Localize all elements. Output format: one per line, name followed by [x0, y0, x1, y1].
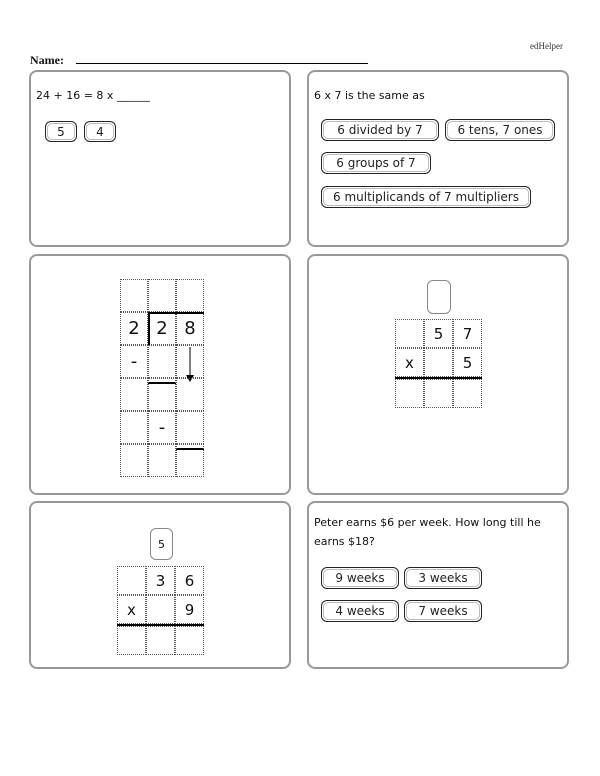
div-cell[interactable] — [148, 444, 176, 477]
q6-option-2[interactable]: 3 weeks — [404, 567, 482, 589]
q2-option-2[interactable]: 6 tens, 7 ones — [445, 119, 555, 141]
q1-answer-4[interactable]: 4 — [84, 121, 116, 142]
q2-option-3[interactable]: 6 groups of 7 — [321, 152, 431, 174]
product-cell[interactable] — [395, 379, 424, 408]
divisor-cell — [120, 312, 148, 345]
div-cell[interactable] — [120, 378, 148, 411]
div-cell[interactable] — [148, 345, 176, 378]
q6-option-3[interactable]: 4 weeks — [321, 600, 399, 622]
q6-option-4[interactable]: 7 weeks — [404, 600, 482, 622]
minus-cell-2: - — [148, 411, 176, 444]
minus-cell-1: - — [120, 345, 148, 378]
q2-prompt: 6 x 7 is the same as — [314, 89, 425, 102]
div-cell[interactable] — [176, 378, 204, 411]
question-panel-6 — [307, 501, 569, 669]
div-cell[interactable] — [148, 279, 176, 312]
name-label: Name: — [30, 53, 64, 67]
top-digit-1: 5 — [424, 319, 453, 348]
product-cell[interactable] — [453, 379, 482, 408]
mult-cell[interactable] — [117, 566, 146, 595]
brand-label: edHelper — [530, 41, 563, 51]
divisor: 2 — [128, 318, 140, 339]
operator-cell: x — [395, 348, 424, 377]
product-cell[interactable] — [175, 626, 204, 655]
div-cell[interactable] — [148, 378, 176, 411]
q6-option-1[interactable]: 9 weeks — [321, 567, 399, 589]
division-bracket-top — [148, 312, 204, 314]
question-panel-1 — [29, 70, 291, 247]
top-digit-2: 6 — [175, 566, 204, 595]
q1-prompt: 24 + 16 = 8 x ______ — [36, 89, 150, 102]
carry-box[interactable] — [427, 280, 451, 314]
top-digit-2: 7 — [453, 319, 482, 348]
mult-cell[interactable] — [424, 348, 453, 377]
product-cell[interactable] — [424, 379, 453, 408]
operator-cell: x — [117, 595, 146, 624]
div-cell[interactable] — [176, 279, 204, 312]
q2-option-4[interactable]: 6 multiplicands of 7 multipliers — [321, 186, 531, 208]
div-cell[interactable] — [176, 444, 204, 477]
div-cell[interactable] — [120, 279, 148, 312]
division-bracket-side — [148, 312, 150, 345]
q6-prompt-line-2: earns $18? — [314, 535, 375, 548]
dividend-digit-2: 8 — [176, 312, 204, 345]
mult-cell[interactable] — [395, 319, 424, 348]
q6-prompt-line-1: Peter earns $6 per week. How long till he — [314, 516, 541, 529]
name-line[interactable] — [76, 63, 368, 64]
multiplier-digit: 5 — [453, 348, 482, 377]
div-cell[interactable] — [176, 411, 204, 444]
multiplier-digit: 9 — [175, 595, 204, 624]
top-digit-1: 3 — [146, 566, 175, 595]
div-cell[interactable] — [120, 444, 148, 477]
mult-cell[interactable] — [146, 595, 175, 624]
question-panel-2 — [307, 70, 569, 247]
question-panel-5 — [29, 501, 291, 669]
product-cell[interactable] — [117, 626, 146, 655]
dividend-digit-1: 2 — [148, 312, 176, 345]
q2-option-1[interactable]: 6 divided by 7 — [321, 119, 439, 141]
carry-box[interactable]: 5 — [150, 528, 173, 560]
product-cell[interactable] — [146, 626, 175, 655]
question-panel-4 — [307, 254, 569, 495]
q1-answer-5[interactable]: 5 — [45, 121, 77, 142]
div-cell[interactable] — [120, 411, 148, 444]
question-panel-3 — [29, 254, 291, 495]
